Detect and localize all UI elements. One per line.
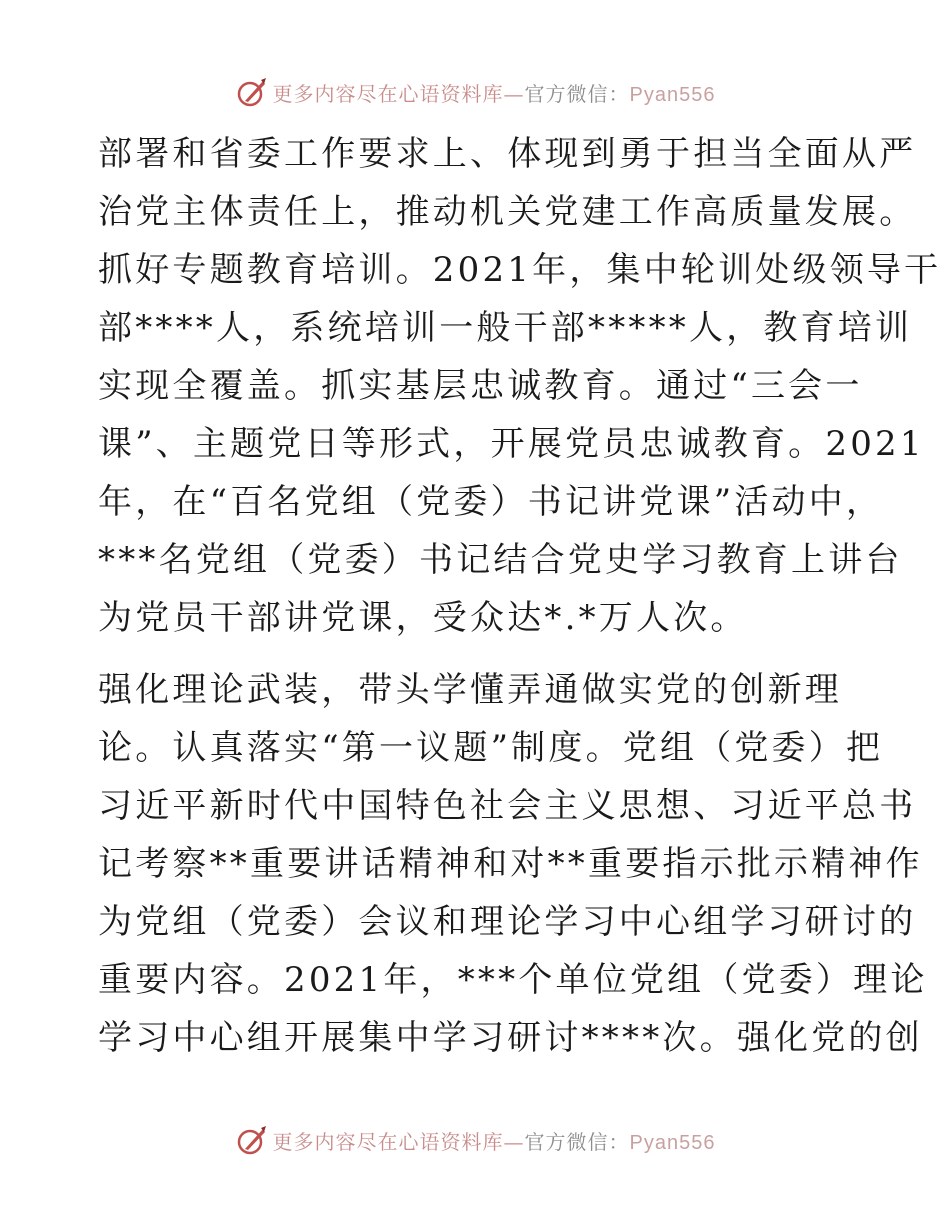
text-line: 习近平新时代中国特色社会主义思想、习近平总书: [98, 786, 917, 826]
text-line: 部****人，系统培训一般干部*****人，教育培训: [98, 308, 913, 348]
text-line: 为党员干部讲党课，受众达*.*万人次。: [98, 598, 748, 638]
watermark-dash: —: [503, 81, 525, 106]
text-line: 学习中心组开展集中学习研讨****次。强化党的创: [98, 1018, 923, 1058]
watermark-text: [273, 78, 716, 107]
watermark-wechat-id: Pyan556: [629, 1131, 716, 1154]
header-watermark: [0, 72, 950, 112]
text-line: 年，在“百名党组（党委）书记讲党课”活动中，: [98, 482, 884, 522]
watermark-site: 更多内容尽在心语资料库: [272, 1129, 504, 1154]
watermark-wechat-label: 官方微信：: [524, 81, 630, 106]
quill-logo-icon: [235, 75, 269, 109]
quill-logo-icon: [235, 1123, 269, 1157]
watermark-wechat-label: 官方微信：: [524, 1129, 630, 1154]
text-line: 实现全覆盖。抓实基层忠诚教育。通过“三会一: [98, 366, 863, 406]
watermark-text: [273, 1126, 716, 1155]
text-line: 课”、主题党日等形式，开展党员忠诚教育。2021: [98, 424, 925, 464]
text-line: 为党组（党委）会议和理论学习中心组学习研讨的: [98, 902, 917, 942]
text-line: 论。认真落实“第一议题”制度。党组（党委）把: [98, 728, 884, 768]
text-line: 部署和省委工作要求上、体现到勇于担当全面从严: [98, 134, 917, 174]
document-body: [98, 125, 942, 1067]
text-line: ***名党组（党委）书记结合党史学习教育上讲台: [98, 540, 903, 580]
text-line: 记考察**重要讲话精神和对**重要指示批示精神作: [98, 844, 923, 884]
watermark-dash: —: [503, 1129, 525, 1154]
text-line: 重要内容。2021年，***个单位党组（党委）理论: [98, 960, 928, 1000]
text-line: 抓好专题教育培训。2021年，集中轮训处级领导干: [98, 250, 942, 290]
footer-watermark: [0, 1120, 950, 1160]
text-line: 强化理论武装，带头学懂弄通做实党的创新理: [98, 670, 842, 710]
watermark-wechat-id: Pyan556: [629, 83, 716, 106]
watermark-site: 更多内容尽在心语资料库: [272, 81, 504, 106]
text-line: 治党主体责任上，推动机关党建工作高质量发展。: [98, 192, 917, 232]
paragraph-gap: [98, 647, 878, 661]
